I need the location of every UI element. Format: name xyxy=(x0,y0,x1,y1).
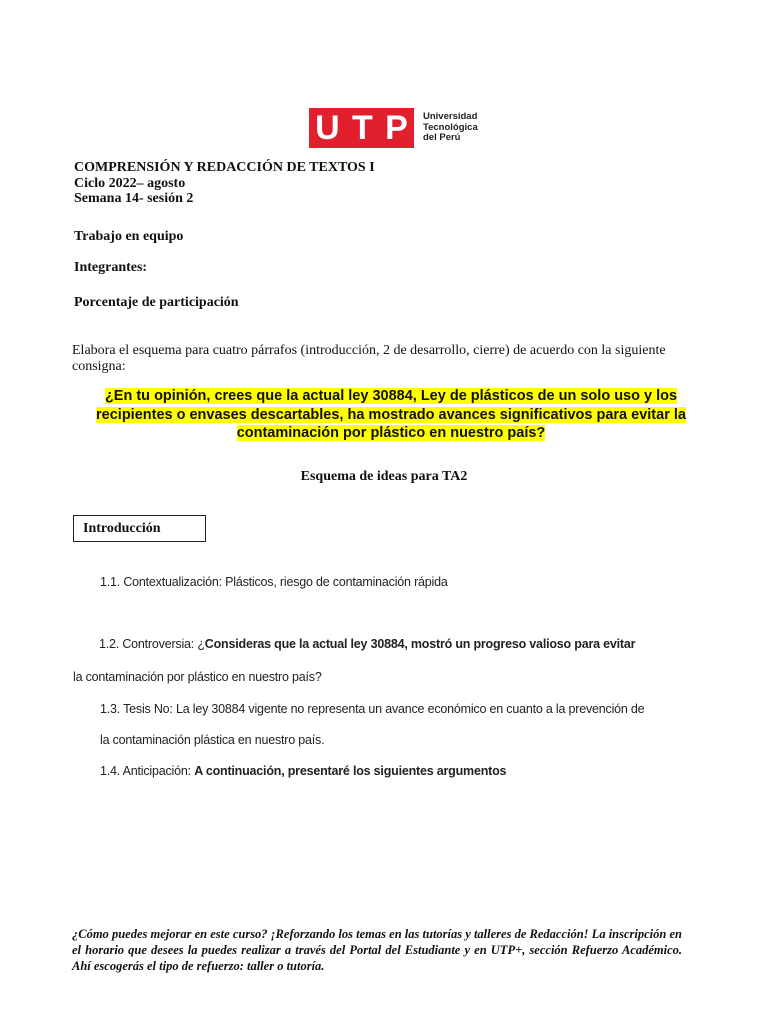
introduction-box: Introducción xyxy=(73,515,206,542)
schema-title: Esquema de ideas para TA2 xyxy=(300,469,468,484)
item-thesis: 1.3. Tesis No: La ley 30884 vigente no representa un avance económico en cuanto a la prevención de xyxy=(100,702,645,716)
item-thesis-continuation: la contaminación plástica en nuestro país. xyxy=(100,733,325,747)
team-work-label: Trabajo en equipo xyxy=(74,229,184,244)
utp-logo xyxy=(309,108,478,148)
question-prompt xyxy=(82,387,700,443)
logo-letter-p: P xyxy=(385,109,408,147)
logo-letter-u: U xyxy=(315,109,340,147)
controversy-prefix: 1.2. Controversia: ¿ xyxy=(99,637,205,651)
utp-logo-mark xyxy=(309,108,414,148)
logo-letter-t: T xyxy=(352,109,373,147)
question-line-3: contaminación por plástico en nuestro país? xyxy=(236,425,546,441)
document-header xyxy=(74,160,375,207)
anticipation-prefix: 1.4. Anticipación: xyxy=(100,764,195,778)
members-label: Integrantes: xyxy=(74,260,148,275)
cycle-line: Ciclo 2022– agosto xyxy=(74,175,186,191)
participation-label: Porcentaje de participación xyxy=(74,295,239,310)
controversy-question: Consideras que la actual ley 30884, mostró un progreso valioso para evitar xyxy=(204,637,636,651)
item-controversy xyxy=(99,637,635,651)
week-line: Semana 14- sesión 2 xyxy=(74,191,194,206)
utp-logo-subtitle: Universidad Tecnológica del Perú xyxy=(423,111,478,143)
item-contextualization: 1.1. Contextualización: Plásticos, riesgo de contaminación rápida xyxy=(100,575,448,589)
item-anticipation xyxy=(100,764,506,778)
footer-note: ¿Cómo puedes mejorar en este curso? ¡Reforzando los temas en las tutorías y talleres de Redacción! La inscripción en el horario que desees la puedes realizar a través del Portal del Estudiante y en UTP+, sección Refuerzo Académico. Ahí escogerás el tipo de refuerzo: taller o tutoría. xyxy=(72,927,682,973)
question-line-2: recipientes o envases descartables, ha mostrado avances significativos para evitar la xyxy=(96,406,686,423)
instructions-text: Elabora el esquema para cuatro párrafos (introducción, 2 de desarrollo, cierre) de acuerdo con la siguiente consigna: xyxy=(72,343,666,374)
item-controversy-continuation: la contaminación por plástico en nuestro país? xyxy=(73,670,322,684)
anticipation-text: A continuación, presentaré los siguientes argumentos xyxy=(194,764,507,778)
question-line-1: ¿En tu opinión, crees que la actual ley 30884, Ley de plásticos de un solo uso y los xyxy=(104,388,678,404)
course-title: COMPRENSIÓN Y REDACCIÓN DE TEXTOS I xyxy=(74,160,375,175)
